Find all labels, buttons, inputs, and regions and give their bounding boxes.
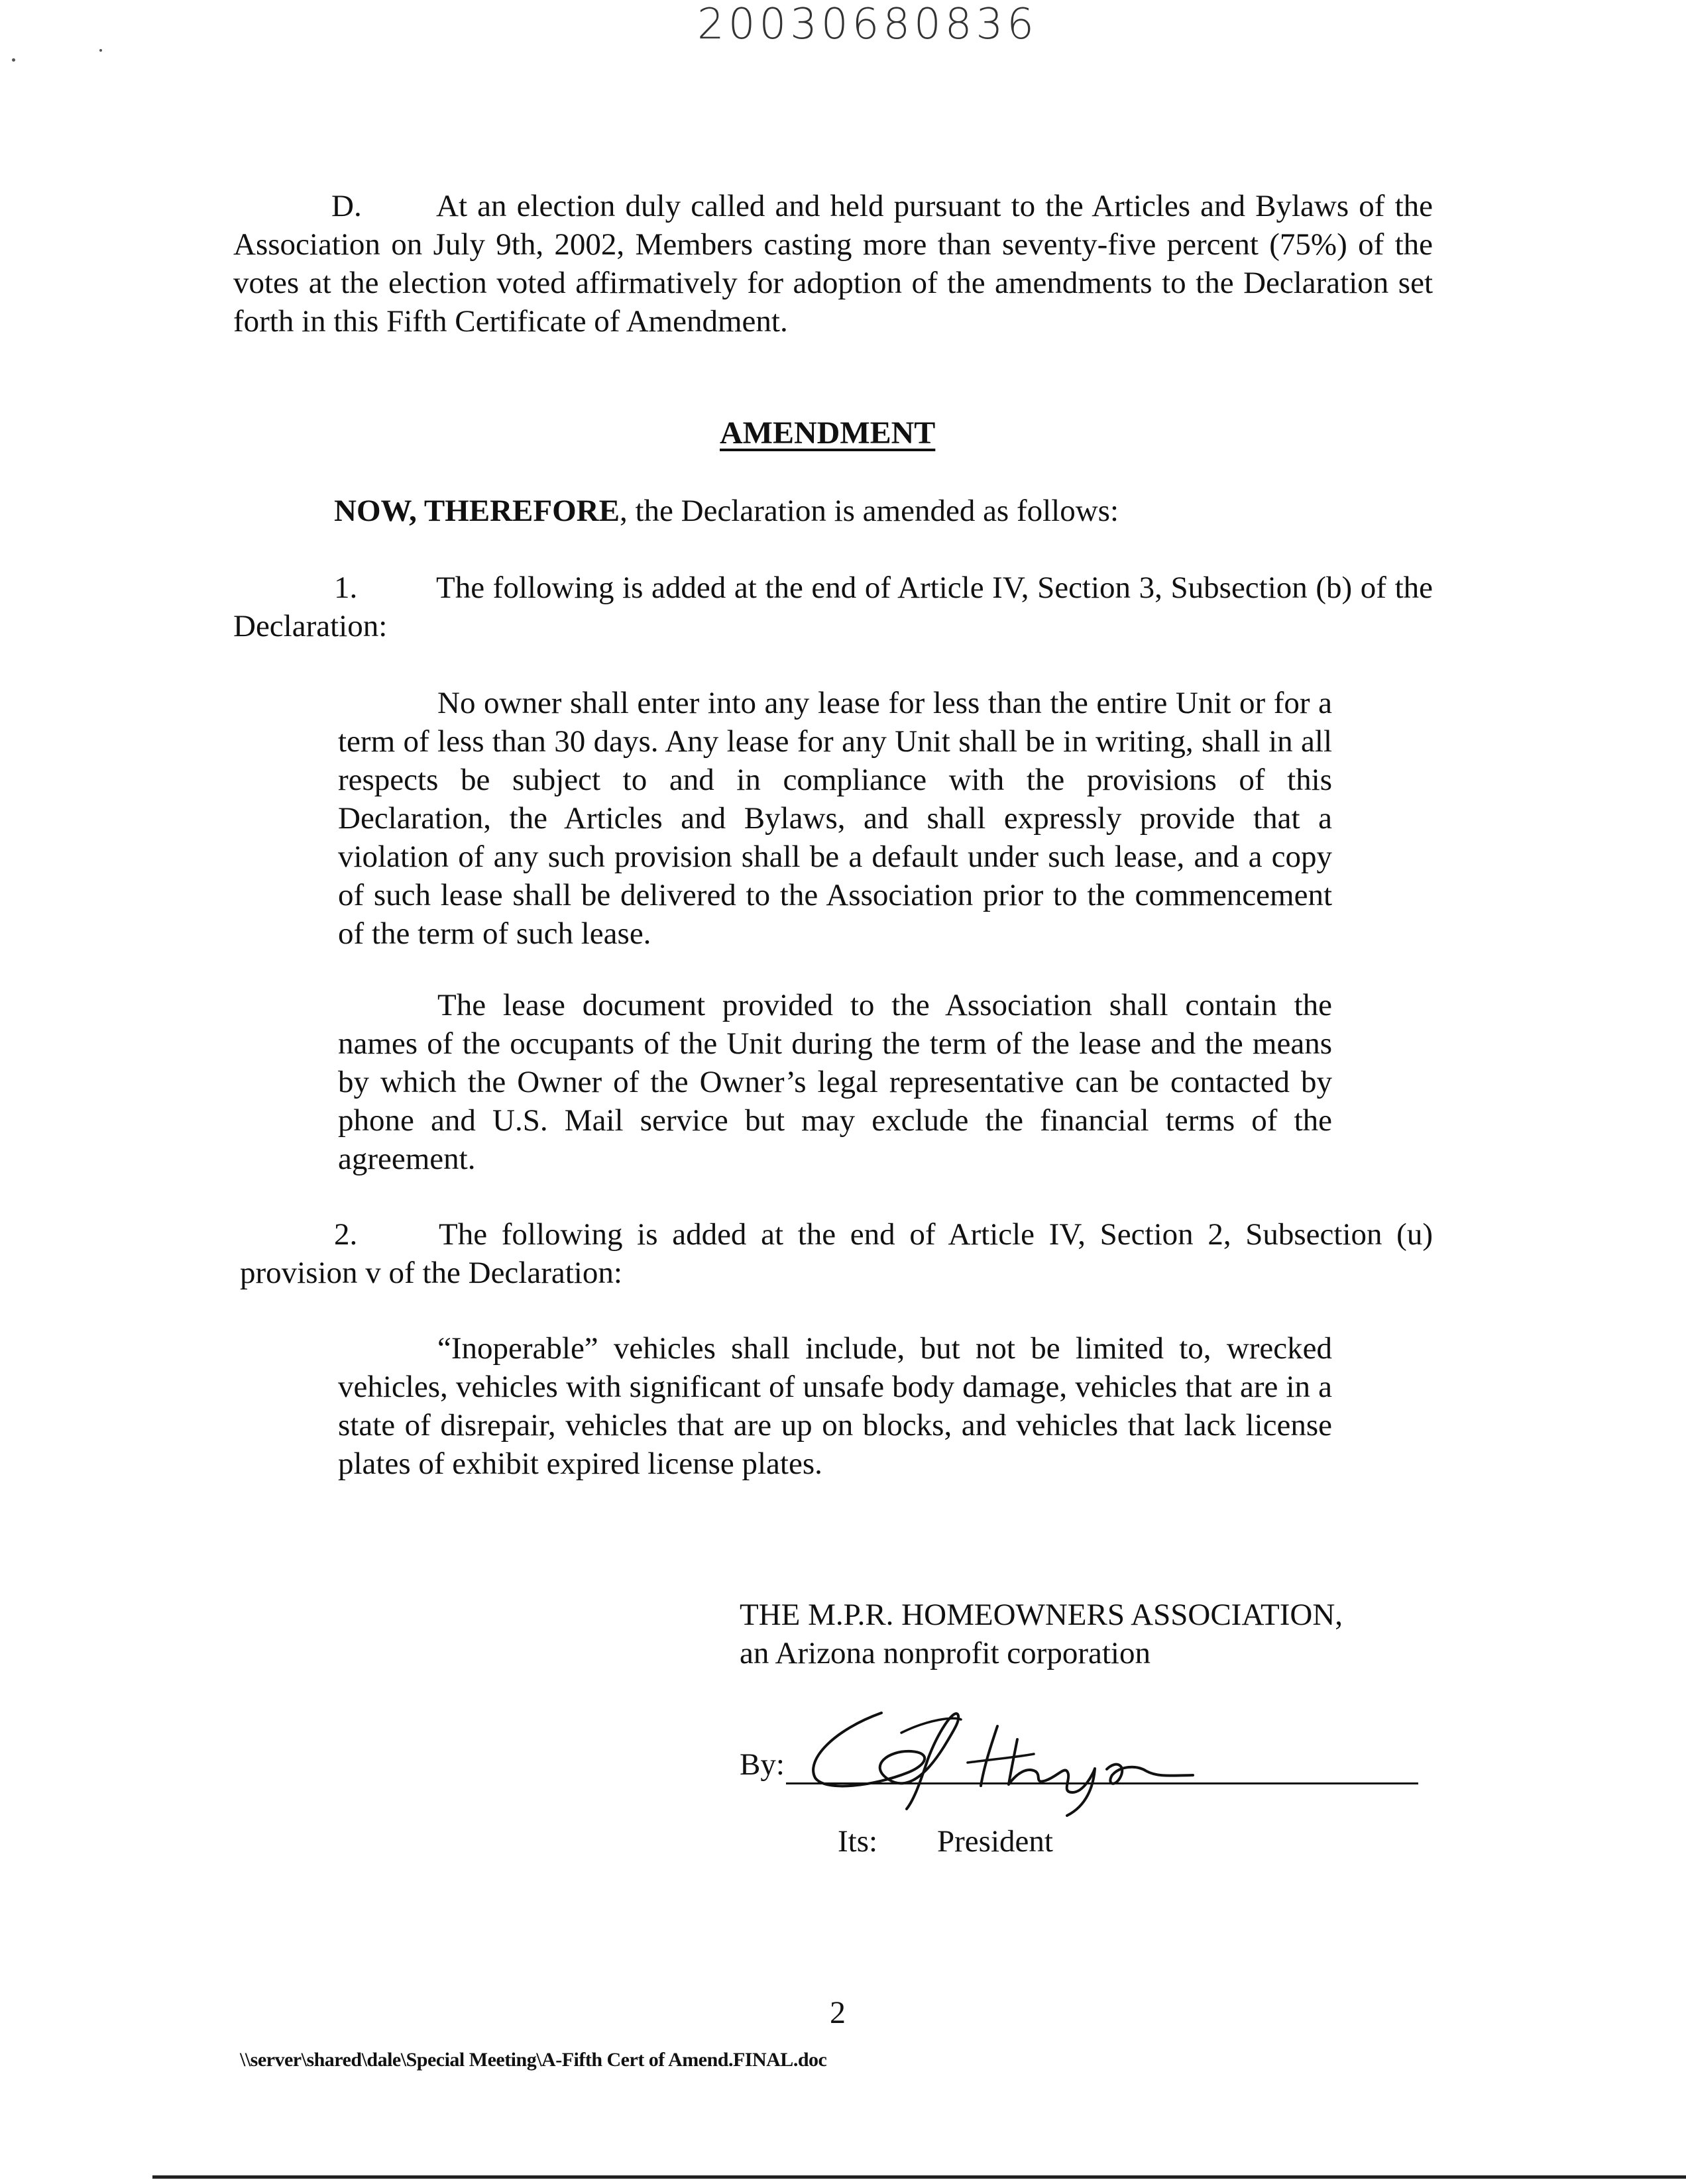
- recital-d-label: D.: [331, 189, 362, 223]
- signature-block: [740, 1596, 1343, 1672]
- amendment-heading: AMENDMENT: [720, 415, 936, 451]
- recital-d-text: At an election duly called and held pursuant to the Articles and Bylaws of the Association on July 9th, 2002, Members casting more than seventy-five percent (75%) of the votes at the election voted affirmatively for adoption of the amendments to the Declaration set forth in this Fifth Certificate of Amendment.: [233, 189, 1433, 339]
- title-row: [838, 1824, 1053, 1859]
- item-1-quote-lease-terms: No owner shall enter into any lease for less than the entire Unit or for a term of less than 30 days. Any lease for any Unit shall be in writing, shall in all respects be subject to and in compliance with the provisions of this Declaration, the Articles and Bylaws, and shall expressly provide that a violation of any such provision shall be a default under such lease, and a copy of such lease shall be delivered to the Association prior to the commencement of the term of such lease.: [338, 686, 1332, 951]
- association-type: an Arizona nonprofit corporation: [740, 1636, 1151, 1670]
- item-2-text: The following is added at the end of Article IV, Section 2, Subsection (u) provision v of the Declaration:: [240, 1217, 1433, 1290]
- item-2-label: 2.: [334, 1217, 358, 1252]
- scan-speck: [99, 49, 102, 52]
- page-number: 2: [830, 1995, 846, 2030]
- its-value: President: [937, 1824, 1053, 1859]
- item-1-label: 1.: [334, 571, 358, 605]
- item-1-quote-lease-document: The lease document provided to the Association shall contain the names of the occupants of the Unit during the term of the lease and the means by which the Owner of the Owner’s legal representative can be contacted by phone and U.S. Mail service but may exclude the financial terms of the agreement.: [338, 988, 1332, 1176]
- signature-graphic: [795, 1693, 1259, 1819]
- now-therefore-rest: , the Declaration is amended as follows:: [619, 494, 1119, 528]
- now-therefore-line: [334, 493, 1119, 529]
- now-therefore-bold: NOW, THEREFORE: [334, 494, 620, 528]
- handwritten-signature: [795, 1693, 1259, 1822]
- item-2-quote-inoperable-vehicles: “Inoperable” vehicles shall include, but not be limited to, wrecked vehicles, vehicles with significant of unsafe body damage, vehicles that are in a state of disrepair, vehicles that are up on blocks, and vehicles that lack license plates of exhibit expired license plates.: [338, 1331, 1332, 1481]
- association-name: THE M.P.R. HOMEOWNERS ASSOCIATION,: [740, 1598, 1343, 1632]
- file-path-footer: \\server\shared\dale\Special Meeting\A-Fifth Cert of Amend.FINAL.doc: [240, 2049, 827, 2071]
- its-label: Its:: [838, 1824, 878, 1859]
- signature-line: [786, 1782, 1418, 1784]
- amendment-item-2: [240, 1215, 1433, 1292]
- scan-bottom-edge: [152, 2175, 1686, 2179]
- item-1-text: The following is added at the end of Article IV, Section 3, Subsection (b) of the Declaration:: [233, 571, 1433, 643]
- amendment-item-1: [233, 569, 1433, 645]
- scan-speck: [12, 58, 15, 62]
- by-label: By:: [740, 1747, 785, 1782]
- recording-number: 20030680836: [697, 0, 1038, 49]
- recital-d: [233, 187, 1433, 341]
